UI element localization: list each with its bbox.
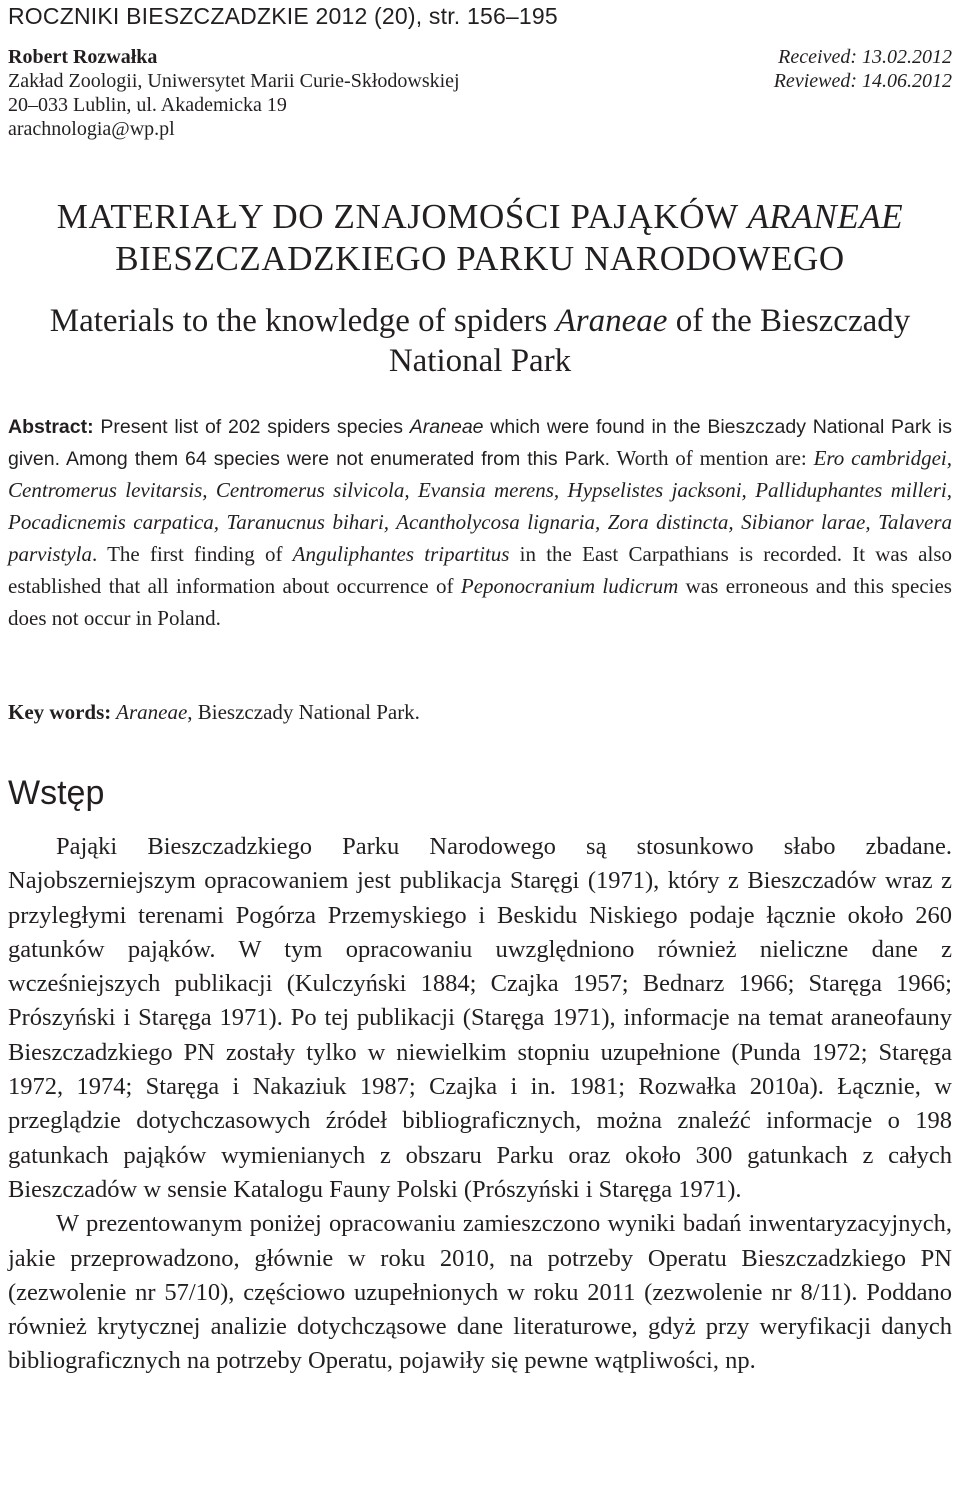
section-heading: Wstęp [8,774,105,812]
title-polish-line2: BIESZCZADZKIEGO PARKU NARODOWEGO [115,239,845,278]
abstract: Abstract: Present list of 202 spiders species Araneae which were found in the Bieszczady National Park is given. Among them 64 species were not enumerated from this Park. Worth of mention are: Ero cambridgei, Centromerus levitarsis, Centromerus silvicola, Evansia merens, Hypselistes jacksoni, Palliduphantes milleri, Pocadicnemis carpatica, Taranucnus bihari, Acantholycosa lignaria, Zora distincta, Sibianor larae, Talavera parvistyla. The first finding of Anguliphantes tripartitus in the East Carpathians is recorded. It was also established that all information about occurrence of Peponocranium ludicrum was erroneous and this species does not occur in Poland. [8,416,953,630]
title-english: Materials to the knowledge of spiders Araneae of the Bieszczady National Park [49,303,911,379]
abstract-label: Abstract: [8,416,94,438]
author-block [8,45,460,141]
title-english-taxon: Araneae [555,303,668,339]
title-polish [0,196,960,280]
title-polish-line1: MATERIAŁY DO ZNAJOMOŚCI PAJĄKÓW ARANEAE [56,197,904,236]
dates-block [774,45,952,93]
journal-header: ROCZNIKI BIESZCZADZKIE 2012 (20), str. 156–195 [8,3,558,29]
author-email: arachnologia@wp.pl [8,118,175,140]
reviewed-date: Reviewed: 14.06.2012 [773,70,952,92]
paragraph: Pająki Bieszczadzkiego Parku Narodowego są stosunkowo słabo zbadane. Najobszerniejszym opracowaniem jest publikacja Staręgi (1971), który z Bieszczadów wraz z przyległymi terenami Pogórza Przemyskiego i Beskidu Niskiego podaje łącznie około 260 gatunków pająków. W tym opracowaniu uwzględniono również nieliczne dane z wcześniejszych publikacji (Kulczyński 1884; Czajka 1957; Bednarz 1966; Staręga 1966; Prószyński i Staręga 1971). Po tej publikacji (Staręga 1971), informacje na temat araneofauny Bieszczadzkiego PN zostały tylko w niewielkim stopniu uzupełnione (Punda 1972; Staręga 1972, 1974; Staręga i Nakaziuk 1987; Czajka i in. 1981; Rozwałka 2010a). Łącznie, w przeglądzie dotychczasowych źródeł bibliograficznych, można znaleźć informacje o 198 gatunkach pająków wymienianych z obszaru Parku oraz około 300 gatunkach z całych Bieszczadów w sensie Katalogu Fauny Polski (Prószyński i Staręga 1971). [8,833,952,1203]
author-name: Robert Rozwałka [8,46,158,68]
received-date: Received: 13.02.2012 [778,46,952,68]
species-list: Ero cambridgei, Centromerus levitarsis, Centromerus silvicola, Evansia merens, Hypselistes jacksoni, Palliduphantes milleri, Pocadicnemis carpatica, Taranucnus bihari, Acantholycosa lignaria, Zora distincta, Sibianor larae, Talavera parvistyla [8,446,953,566]
author-affiliation: Zakład Zoologii, Uniwersytet Marii Curie-Skłodowskiej [8,70,460,92]
body-text [8,830,952,1379]
paragraph: W prezentowanym poniżej opracowaniu zamieszczono wyniki badań inwentaryzacyjnych, jakie przeprowadzono, głównie w roku 2010, na potrzeby Operatu Bieszczadzkiego PN (zezwolenie nr 57/10), częściowo uzupełnionych w roku 2011 (zezwolenie nr 8/11). Poddano również krytycznej analizie dotychcząsowe dane literaturowe, gdyż przy weryfikacji danych bibliograficznych na potrzeby Operatu, pojawiły się pewne wątpliwości, np. [8,1210,952,1375]
keywords-label: Key words: [8,700,112,724]
keywords: Key words: Araneae, Bieszczady National Park. [8,700,420,724]
author-address: 20–033 Lublin, ul. Akademicka 19 [8,94,287,116]
title-taxon: ARANEAE [747,197,904,236]
